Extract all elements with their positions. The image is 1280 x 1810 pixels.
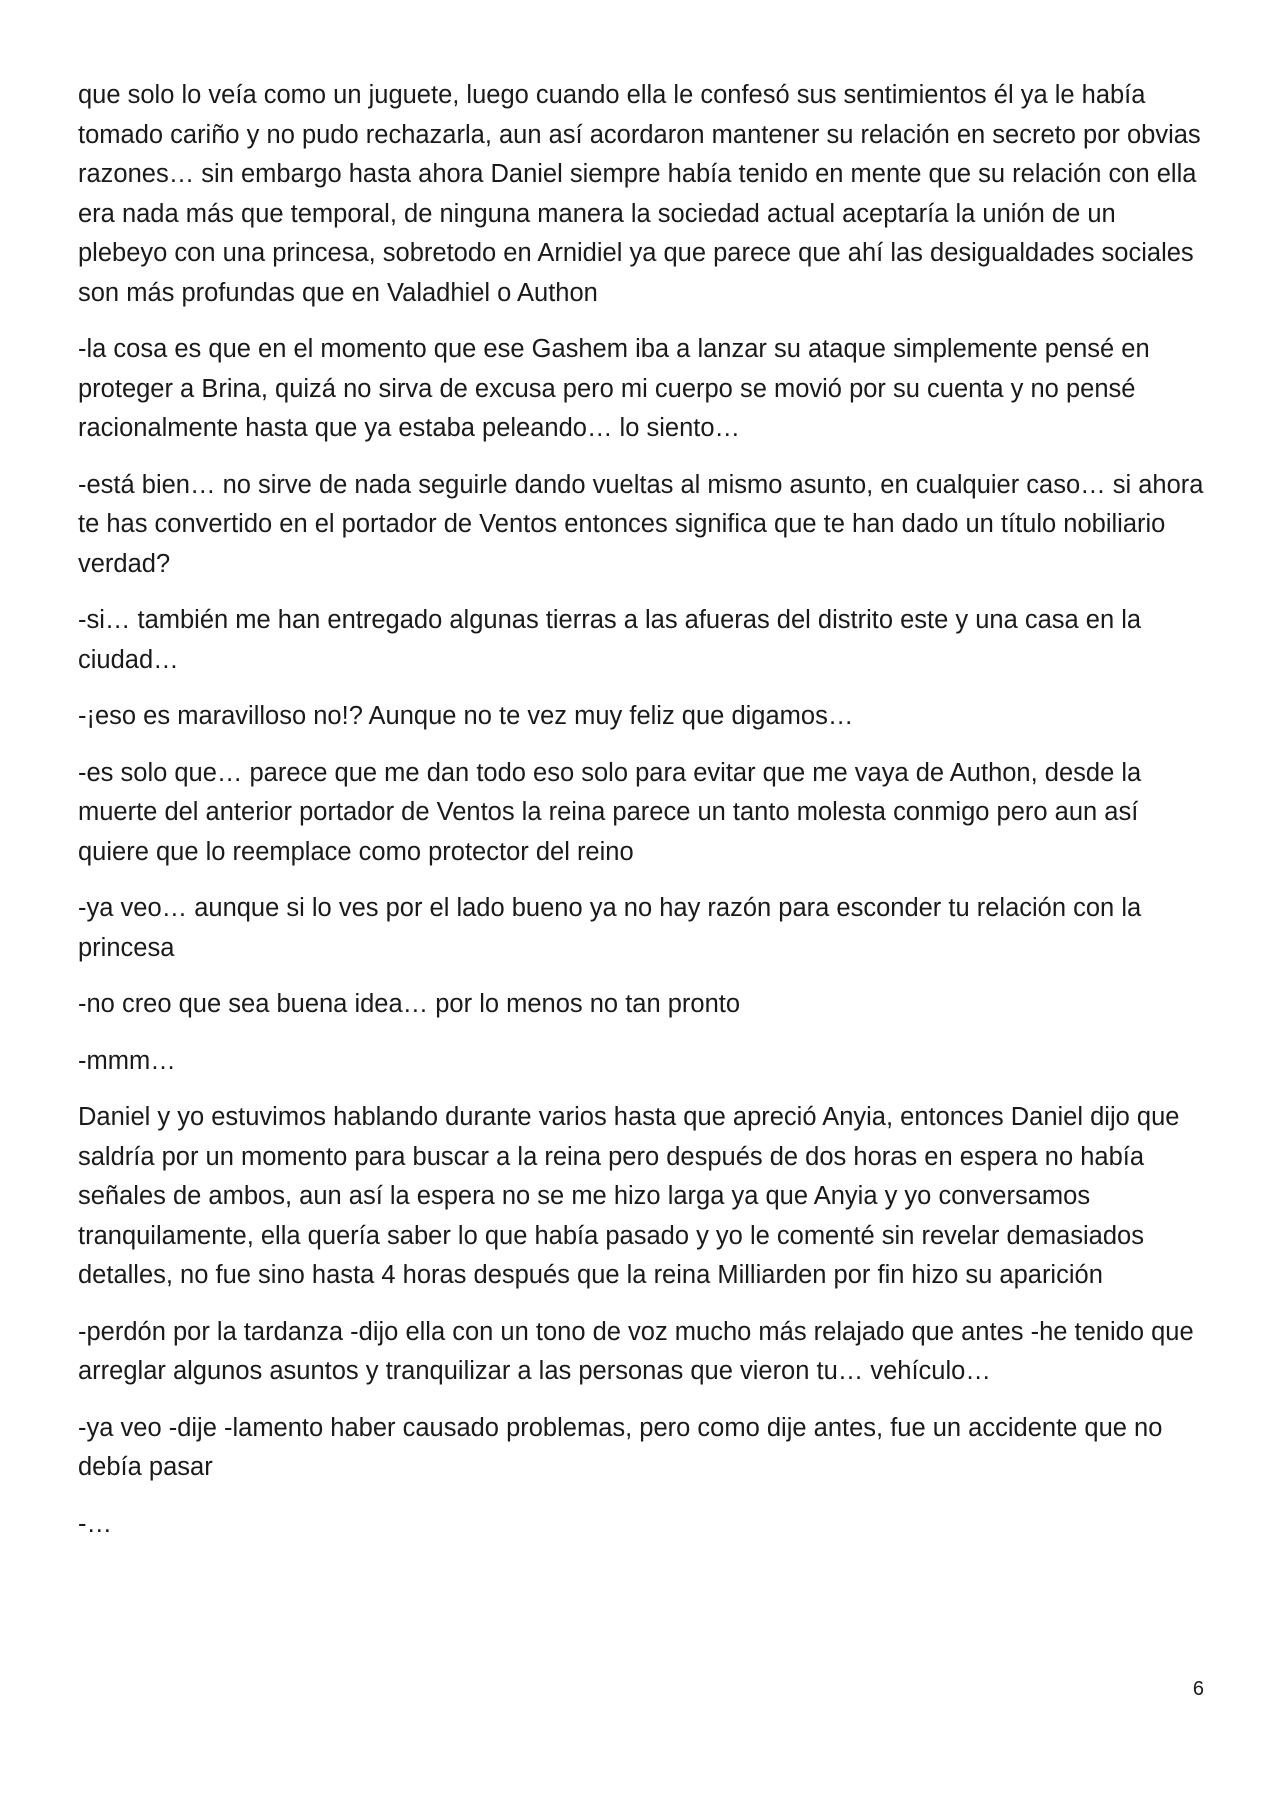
paragraph-5: -¡eso es maravilloso no!? Aunque no te vez muy feliz que digamos… [78,702,854,730]
paragraph-10: Daniel y yo estuvimos hablando durante varios hasta que apreció Anyia, entonces Daniel dijo que saldría por un momento para buscar a la reina pero después de dos horas en espera no había señales de ambos, aun así la espera no se me hizo larga ya que Anyia y yo conversamos tranquilamente, ella quería saber lo que había pasado y yo le comenté sin revelar demasiados detalles, no fue sino hasta 4 horas después que la reina Milliarden por fin hizo su aparición [78,1103,1180,1289]
paragraph-7: -ya veo… aunque si lo ves por el lado bueno ya no hay razón para esconder tu relación con la princesa [78,894,1142,962]
paragraph-6: -es solo que… parece que me dan todo eso solo para evitar que me vaya de Authon, desde la muerte del anterior portador de Ventos la reina parece un tanto molesta conmigo pero aun así quiere que lo reemplace como protector del reino [78,758,1142,866]
paragraph-9: -mmm… [78,1046,176,1075]
document-body [78,76,1208,1561]
paragraph-3: -está bien… no sirve de nada seguirle dando vueltas al mismo asunto, en cualquier caso… si ahora te has convertido en el portador de Ventos entonces significa que te han dado un título nobiliario verdad? [78,470,1204,578]
paragraph-4: -si… también me han entregado algunas tierras a las afueras del distrito este y una casa en la ciudad… [78,606,1142,674]
paragraph-12: -ya veo -dije -lamento haber causado problemas, pero como dije antes, fue un accidente que no debía pasar [78,1413,1163,1481]
paragraph-8: -no creo que sea buena idea… por lo menos no tan pronto [78,990,741,1018]
paragraph-1: que solo lo veía como un juguete, luego cuando ella le confesó sus sentimientos él ya le había tomado cariño y no pudo rechazarla, aun así acordaron mantener su relación en secreto por obvias razones… sin embargo hasta ahora Daniel siempre había tenido en mente que su relación con ella era nada más que temporal, de ninguna manera la sociedad actual aceptaría la unión de un plebeyo con una princesa, sobretodo en Arnidiel ya que parece que ahí las desigualdades sociales son más profundas que en Valadhiel o Authon [78,81,1201,307]
page-number: 6 [1192,1678,1204,1700]
paragraph-2: -la cosa es que en el momento que ese Gashem iba a lanzar su ataque simplemente pensé en proteger a Brina, quizá no sirva de excusa pero mi cuerpo se movió por su cuenta y no pensé racionalmente hasta que ya estaba peleando… lo siento… [78,335,1150,442]
paragraph-11: -perdón por la tardanza -dijo ella con un tono de voz mucho más relajado que antes -he tenido que arreglar algunos asuntos y tranquilizar a las personas que vieron tu… vehículo… [78,1317,1194,1385]
paragraph-13: -… [78,1509,112,1538]
